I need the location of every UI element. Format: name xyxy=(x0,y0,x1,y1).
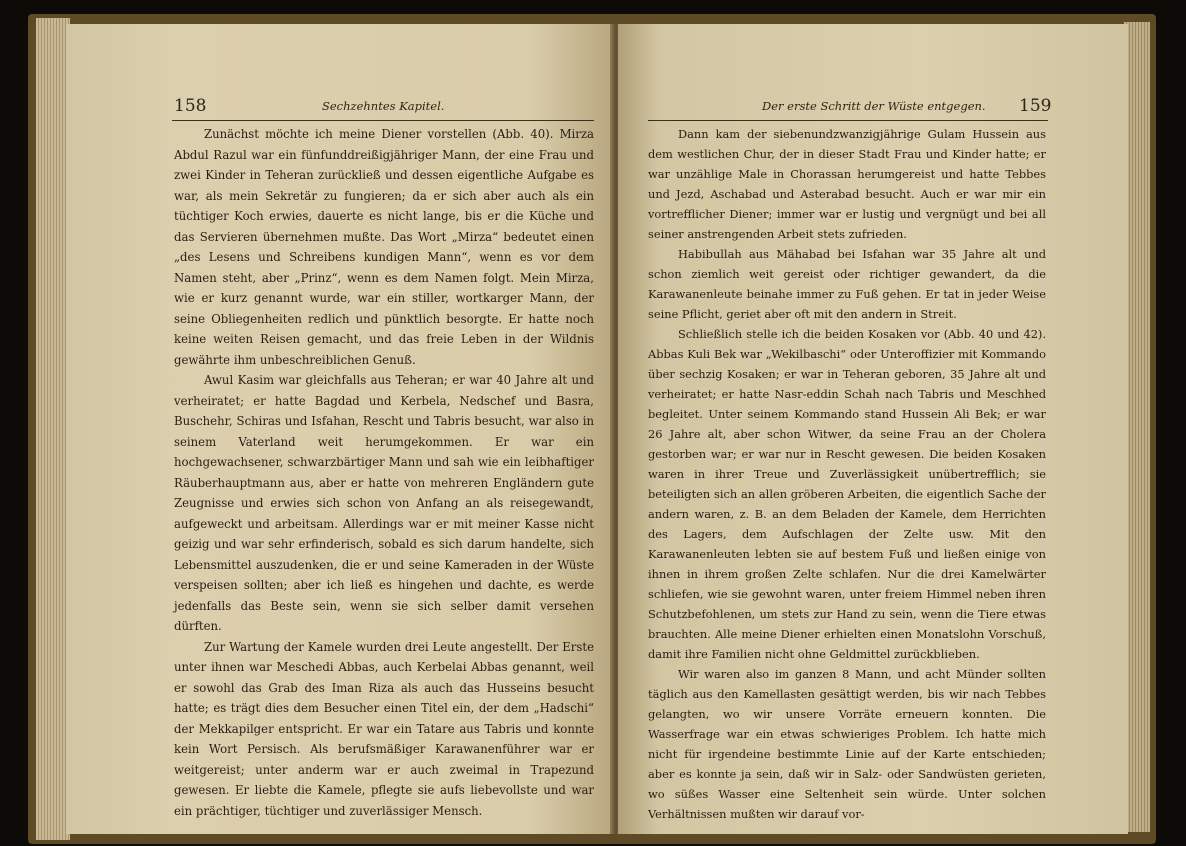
paragraph: Zunächst möchte ich meine Diener vorstellen (Abb. 40). Mirza Abdul Razul war ein fünfunddreißigjähriger Mann, der eine Frau und zwei Kinder in Teheran zurückließ und dessen eigentliche Aufgabe es war, als mein Sekretär zu fungieren; da er sich aber auch als ein tüchtiger Koch erwies, dauerte es nicht lange, bis er die Küche und das Servieren übernehmen mußte. Das Wort „Mirza“ bedeutet einen „des Lesens und Schreibens kundigen Mann“, wenn es vor dem Namen steht, aber „Prinz“, wenn es dem Namen folgt. Mein Mirza, wie er kurz genannt wurde, war ein stiller, wortkarger Mann, der seine Obliegenheiten redlich und pünktlich besorgte. Er hatte noch keine weiten Reisen gemacht, und das freie Leben in der Wildnis gewährte ihm unbeschreiblichen Genuß. xyxy=(174,127,594,367)
right-page xyxy=(618,24,1128,834)
right-body xyxy=(648,124,1046,824)
paragraph: Zur Wartung der Kamele wurden drei Leute angestellt. Der Erste unter ihnen war Meschedi Abbas, auch Kerbelai Abbas genannt, weil er sowohl das Grab des Iman Riza als auch das Husseins besucht hatte; es trägt dies dem Besucher einen Titel ein, der dem „Hadschi“ der Mekkapilger entspricht. Er war ein Tatare aus Tabris und konnte kein Wort Persisch. Als berufsmäßiger Karawanenführer war er weitgereist; unter anderm war er auch zweimal in Trapezund gewesen. Er liebte die Kamele, pflegte sie aufs liebevollste und war ein prächtiger, tüchtiger und zuverlässiger Mensch. xyxy=(174,639,594,818)
header-rule xyxy=(648,120,1048,121)
header-rule xyxy=(172,120,594,121)
running-head: Der erste Schritt der Wüste entgegen. xyxy=(762,99,986,113)
left-page xyxy=(66,24,614,834)
running-head: Sechzehntes Kapitel. xyxy=(322,99,445,113)
paragraph: Dann kam der siebenundzwanzigjährige Gulam Hussein aus dem westlichen Chur, der in dieser Stadt Frau und Kinder hatte; er war unzählige Male in Chorassan herumgereist und hatte Tebbes und Jezd, Aschabad und Asterabad besucht. Auch er war mir ein vortrefflicher Diener; immer war er lustig und vergnügt und bei all seiner anstrengenden Arbeit stets zufrieden. xyxy=(648,127,1046,241)
paragraph: Schließlich stelle ich die beiden Kosaken vor (Abb. 40 und 42). Abbas Kuli Bek war „Wekilbaschi“ oder Unteroffizier mit Kommando über sechzig Kosaken; er war in Teheran geboren, 35 Jahre alt und verheiratet; er hatte Nasr-eddin Schah nach Tabris und Meschhed begleitet. Unter seinem Kommando stand Hussein Ali Bek; er war 26 Jahre alt, aber schon Witwer, da seine Frau an der Cholera gestorben war; er war nur in Rescht gewesen. Die beiden Kosaken waren in ihrer Treue und Zuverlässigkeit unübertrefflich; sie beteiligten sich an allen gröberen Arbeiten, die eigentlich Sache der andern waren, z. B. an dem Beladen der Kamele, dem Herrichten des Lagers, dem Aufschlagen der Zelte usw. Mit den Karawanenleuten lebten sie auf bestem Fuß und ließen einige von ihnen in ihrem großen Zelte schlafen. Nur die drei Kamelwärter schliefen, wie sie gewohnt waren, unter freiem Himmel neben ihren Schutzbefohlenen, um stets zur Hand zu sein, wenn die Tiere etwas brauchten. Alle meine Diener erhielten einen Monatslohn Vorschuß, damit ihre Familien nicht ohne Geldmittel zurückblieben. xyxy=(648,327,1046,661)
paragraph: Awul Kasim war gleichfalls aus Teheran; er war 40 Jahre alt und verheiratet; er hatte Bagdad und Kerbela, Nedschef und Basra, Buschehr, Schiras und Isfahan, Rescht und Tabris besucht, war also in seinem Vaterland weit herumgekommen. Er war ein hochgewachsener, schwarzbärtiger Mann und sah wie ein leibhaftiger Räuberhauptmann aus, aber er hatte von mehreren Engländern gute Zeugnisse und erwies sich schon von Anfang an als reisegewandt, aufgeweckt und arbeitsam. Allerdings war er mit meiner Kasse nicht geizig und war sehr erfinderisch, sobald es sich darum handelte, sich Lebensmittel auszudenken, die er und seine Kameraden in der Wüste verspeisen sollten; aber ich ließ es hingehen und dachte, es werde jedenfalls das Beste sein, wenn sie sich selber damit versehen dürften. xyxy=(174,373,594,633)
page-number: 159 xyxy=(1019,96,1052,116)
page-edges-left xyxy=(36,18,70,840)
left-body xyxy=(174,124,594,821)
page-number: 158 xyxy=(174,96,207,116)
paragraph: Wir waren also im ganzen 8 Mann, und acht Münder sollten täglich aus den Kamellasten gesättigt werden, bis wir nach Tebbes gelangten, wo wir unsere Vorräte erneuern konnten. Die Wasserfrage war ein etwas schwieriges Problem. Ich hatte mich nicht für irgendeine bestimmte Linie auf der Karte entschieden; aber es konnte ja sein, daß wir in Salz- oder Sandwüsten gerieten, wo süßes Wasser eine Seltenheit sein würde. Unter solchen Verhältnissen mußten wir darauf vor- xyxy=(648,667,1046,821)
paragraph: Habibullah aus Mähabad bei Isfahan war 35 Jahre alt und schon ziemlich weit gereist oder richtiger gewandert, da die Karawanenleute beinahe immer zu Fuß gehen. Er tat in jeder Weise seine Pflicht, geriet aber oft mit den andern in Streit. xyxy=(648,247,1046,321)
